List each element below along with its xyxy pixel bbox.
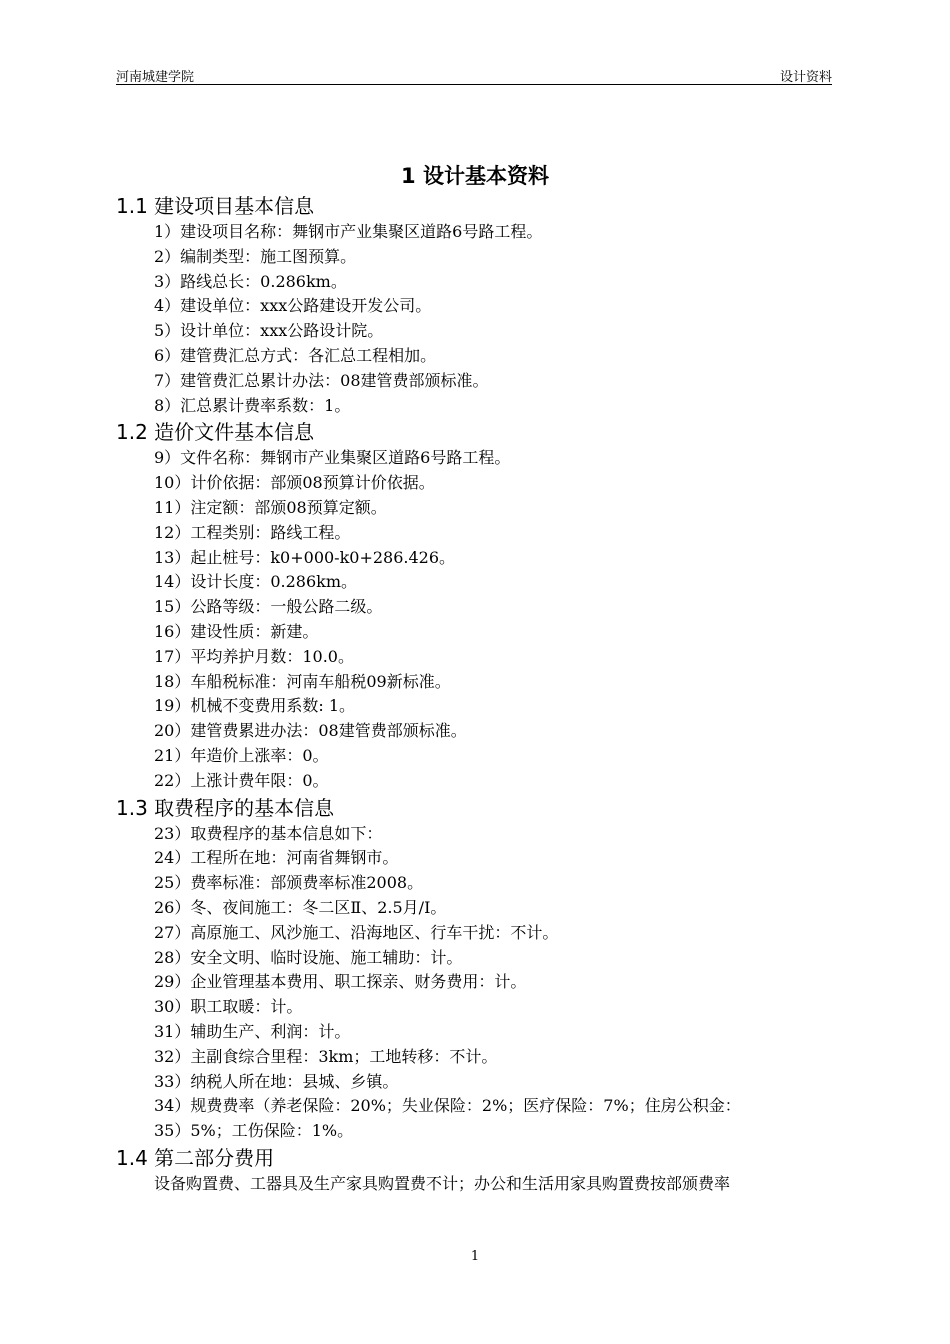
list-item: 25）费率标准：部颁费率标准2008。 bbox=[154, 873, 424, 893]
list-item: 5）设计单位：xxx公路设计院。 bbox=[154, 321, 384, 341]
list-item: 30）职工取暖：计。 bbox=[154, 997, 303, 1017]
list-item: 7）建管费汇总累计办法：08建管费部颁标准。 bbox=[154, 370, 489, 390]
list-item: 35）5%；工伤保险：1%。 bbox=[154, 1121, 354, 1141]
list-item: 9）文件名称：舞钢市产业集聚区道路6号路工程。 bbox=[154, 448, 511, 468]
list-item: 1）建设项目名称：舞钢市产业集聚区道路6号路工程。 bbox=[154, 222, 543, 241]
list-item: 24）工程所在地：河南省舞钢市。 bbox=[154, 848, 399, 868]
list-item: 32）主副食综合里程：3km；工地转移：不计。 bbox=[154, 1046, 498, 1066]
paragraph: 设备购置费、工器具及生产家具购置费不计；办公和生活用家具购置费按部颁费率 bbox=[154, 1173, 731, 1193]
list-item: 22）上涨计费年限：0。 bbox=[154, 770, 329, 790]
document-body bbox=[116, 192, 836, 1197]
list-item: 3）路线总长：0.286km。 bbox=[154, 271, 347, 291]
page-header bbox=[116, 66, 832, 85]
list-item: 27）高原施工、风沙施工、沿海地区、行车干扰：不计。 bbox=[154, 922, 559, 942]
list-item: 11）注定额：部颁08预算定额。 bbox=[154, 497, 387, 517]
list-item: 8）汇总累计费率系数：1。 bbox=[154, 395, 351, 415]
list-item: 26）冬、夜间施工：冬二区Ⅱ、2.5月/Ⅰ。 bbox=[154, 897, 447, 917]
section-heading-1-4: 1.4 第二部分费用 bbox=[116, 1145, 275, 1170]
list-item: 28）安全文明、临时设施、施工辅助：计。 bbox=[154, 947, 463, 967]
list-item: 14）设计长度：0.286km。 bbox=[154, 572, 358, 592]
page-number: 1 bbox=[470, 1249, 480, 1264]
list-item: 16）建设性质：新建。 bbox=[154, 621, 319, 641]
list-item: 18）车船税标准：河南车船税09新标准。 bbox=[154, 671, 451, 691]
section-heading-1-2: 1.2 造价文件基本信息 bbox=[116, 420, 315, 445]
list-item: 23）取费程序的基本信息如下： bbox=[154, 823, 383, 843]
list-item: 12）工程类别：路线工程。 bbox=[154, 522, 351, 542]
section-heading-1-1: 1.1 建设项目基本信息 bbox=[116, 194, 315, 218]
list-item: 34）规费费率（养老保险：20%；失业保险：2%；医疗保险：7%；住房公积金： bbox=[154, 1096, 741, 1116]
list-item: 33）纳税人所在地：县城、乡镇。 bbox=[154, 1071, 399, 1091]
list-item: 6）建管费汇总方式：各汇总工程相加。 bbox=[154, 345, 437, 365]
header-doc-type: 设计资料 bbox=[779, 70, 832, 85]
list-item: 10）计价依据：部颁08预算计价依据。 bbox=[154, 473, 435, 493]
list-item: 29）企业管理基本费用、职工探亲、财务费用：计。 bbox=[154, 972, 527, 992]
list-item: 31）辅助生产、利润：计。 bbox=[154, 1021, 351, 1041]
list-item: 20）建管费累进办法：08建管费部颁标准。 bbox=[154, 721, 467, 741]
header-institution: 河南城建学院 bbox=[116, 70, 195, 85]
list-item: 15）公路等级：一般公路二级。 bbox=[154, 597, 383, 617]
section-heading-1-3: 1.3 取费程序的基本信息 bbox=[116, 795, 335, 820]
list-item: 21）年造价上涨率：0。 bbox=[154, 745, 329, 765]
list-item: 19）机械不变费用系数: 1。 bbox=[154, 696, 356, 716]
list-item: 4）建设单位：xxx公路建设开发公司。 bbox=[154, 296, 432, 316]
list-item: 13）起止桩号：k0+000-k0+286.426。 bbox=[154, 547, 456, 567]
chapter-title: 1 设计基本资料 bbox=[401, 164, 549, 188]
list-item: 2）编制类型：施工图预算。 bbox=[154, 246, 357, 266]
list-item: 17）平均养护月数：10.0。 bbox=[154, 646, 354, 666]
